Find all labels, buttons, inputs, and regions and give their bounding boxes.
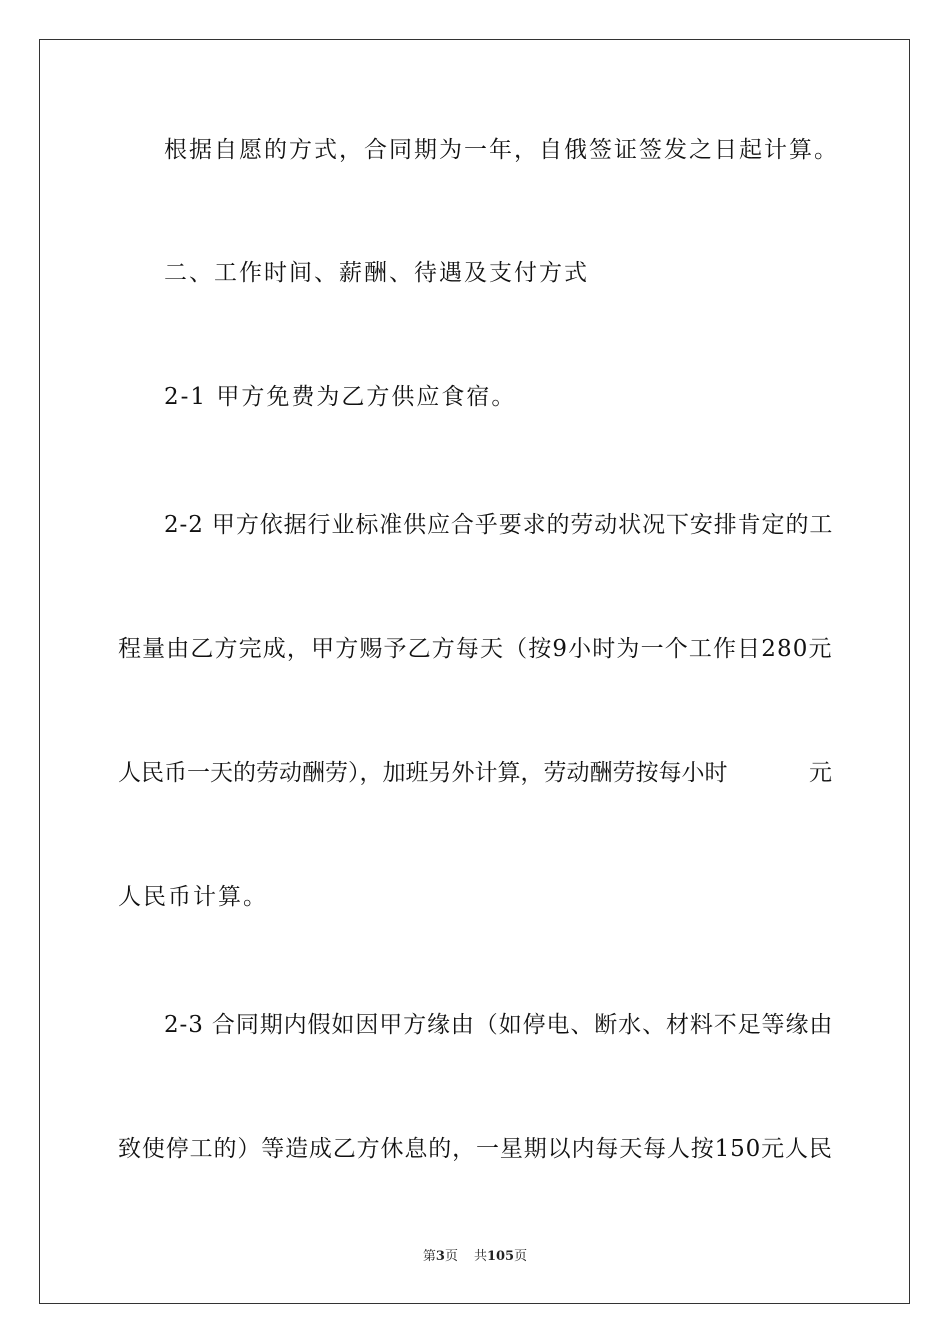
page-prefix: 第 xyxy=(422,1249,436,1264)
clause-2-3-line-2-text: 致使停工的）等造成乙方休息的，一星期以内每天每人按150元人民 xyxy=(118,1136,833,1162)
clause-2-2-line-4: 人民币计算。 xyxy=(118,884,268,910)
clause-2-2-line-3-end: 元 xyxy=(809,760,832,786)
clause-2-1: 2-1 甲方免费为乙方供应食宿。 xyxy=(164,384,517,410)
clause-2-2-line-2 xyxy=(118,634,832,664)
clause-2-3-line-1 xyxy=(164,1010,832,1040)
clause-2-3-line-1-text: 2-3 合同期内假如因甲方缘由（如停电、断水、材料不足等缘由 xyxy=(164,1012,834,1038)
total-suffix: 页 xyxy=(514,1249,528,1264)
clause-2-2-line-3-text: 人民币一天的劳动酬劳），加班另外计算，劳动酬劳按每小时 xyxy=(118,760,728,786)
clause-2-2-line-3 xyxy=(118,758,832,788)
paragraph-line-1: 根据自愿的方式，合同期为一年，自俄签证签发之日起计算。 xyxy=(164,137,839,163)
page-suffix: 页 xyxy=(444,1249,458,1264)
clause-2-2-line-1-text: 2-2 甲方依据行业标准供应合乎要求的劳动状况下安排肯定的工 xyxy=(164,512,834,538)
total-pages: 105 xyxy=(486,1249,515,1264)
clause-2-2-line-1 xyxy=(164,510,832,540)
clause-2-2-line-2-text: 程量由乙方完成，甲方赐予乙方每天（按9小时为一个工作日280元 xyxy=(118,636,833,662)
clause-2-3-line-2 xyxy=(118,1134,832,1164)
page-number: 3 xyxy=(435,1249,445,1264)
section-heading: 二、工作时间、薪酬、待遇及支付方式 xyxy=(164,260,589,286)
page-border xyxy=(39,39,910,1304)
page-footer xyxy=(0,1248,950,1266)
total-prefix: 共 xyxy=(473,1249,487,1264)
